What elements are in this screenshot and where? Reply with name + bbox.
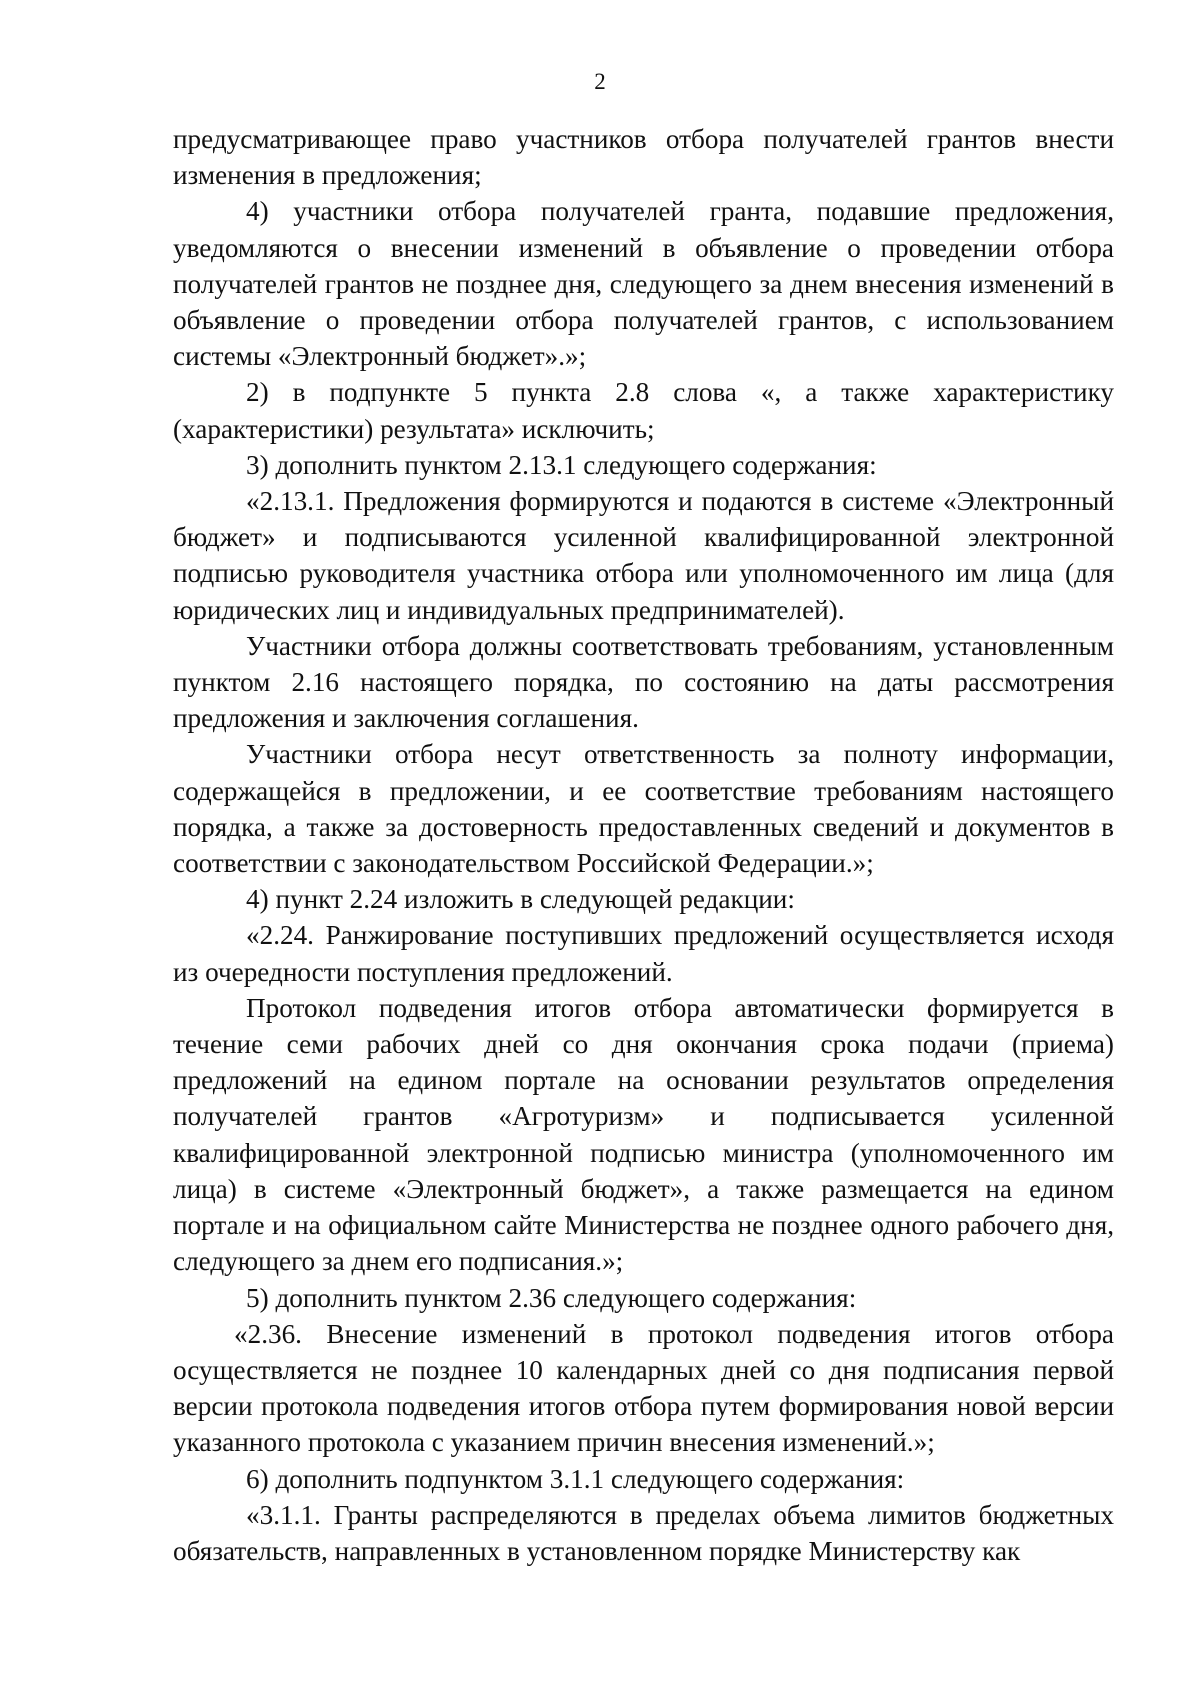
paragraph-amendment-3: 3) дополнить пунктом 2.13.1 следующего содержания: xyxy=(246,449,877,480)
paragraph-participants-responsibility: Участники отбора несут ответственность за полноту информации, содержащейся в предложении, и ее соответствие требованиям настоящего порядка, а также за достоверность предоставленных сведений и документов в соответствии с законодательством Российской Федерации.»; xyxy=(173,739,1114,879)
paragraph-clause-2-36: «2.36. Внесение изменений в протокол подведения итогов отбора осуществляется не позднее 10 календарных дней со дня подписания первой версии протокола подведения итогов отбора путем формирования новой версии указанного протокола с указанием причин внесения изменений.»; xyxy=(173,1318,1114,1458)
paragraph-amendment-4: 4) пункт 2.24 изложить в следующей редакции: xyxy=(246,884,795,915)
paragraph-protocol: Протокол подведения итогов отбора автоматически формируется в течение семи рабочих дней со дня окончания срока подачи (приема) предложений на едином портале на основании результатов определения получателей грантов «Агротуризм» и подписывается усиленной квалифицированной электронной подписью министра (уполномоченного им лица) в системе «Электронный бюджет», а также размещается на едином портале и на официальном сайте Министерства не позднее одного рабочего дня, следующего за днем его подписания.»; xyxy=(173,992,1114,1277)
paragraph-clause-2-24: «2.24. Ранжирование поступивших предложений осуществляется исходя из очередности поступления предложений. xyxy=(173,920,1114,987)
paragraph-clause-3-1-1: «3.1.1. Гранты распределяются в пределах объема лимитов бюджетных обязательств, направленных в установленном порядке Министерству как xyxy=(173,1499,1114,1566)
paragraph-continuation: предусматривающее право участников отбора получателей грантов внести изменения в предложения; xyxy=(173,124,1114,191)
paragraph-amendment-2: 2) в подпункте 5 пункта 2.8 слова «, а также характеристику (характеристики) результата» исключить; xyxy=(173,377,1114,444)
paragraph-amendment-6: 6) дополнить подпунктом 3.1.1 следующего содержания: xyxy=(246,1463,905,1494)
document-body xyxy=(173,121,1114,1569)
paragraph-amendment-5: 5) дополнить пунктом 2.36 следующего содержания: xyxy=(246,1282,857,1313)
page-number: 2 xyxy=(594,69,606,94)
paragraph-item-4-notification: 4) участники отбора получателей гранта, подавшие предложения, уведомляются о внесении изменений в объявление о проведении отбора получателей грантов не позднее дня, следующего за днем внесения изменений в объявление о проведении отбора получателей грантов, с использованием системы «Электронный бюджет».»; xyxy=(173,196,1114,372)
paragraph-clause-2-13-1: «2.13.1. Предложения формируются и подаются в системе «Электронный бюджет» и подписываются усиленной квалифицированной электронной подписью руководителя участника отбора или уполномоченного им лица (для юридических лиц и индивидуальных предпринимателей). xyxy=(173,486,1114,625)
paragraph-participants-requirements: Участники отбора должны соответствовать требованиям, установленным пунктом 2.16 настоящего порядка, по состоянию на даты рассмотрения предложения и заключения соглашения. xyxy=(173,630,1114,734)
